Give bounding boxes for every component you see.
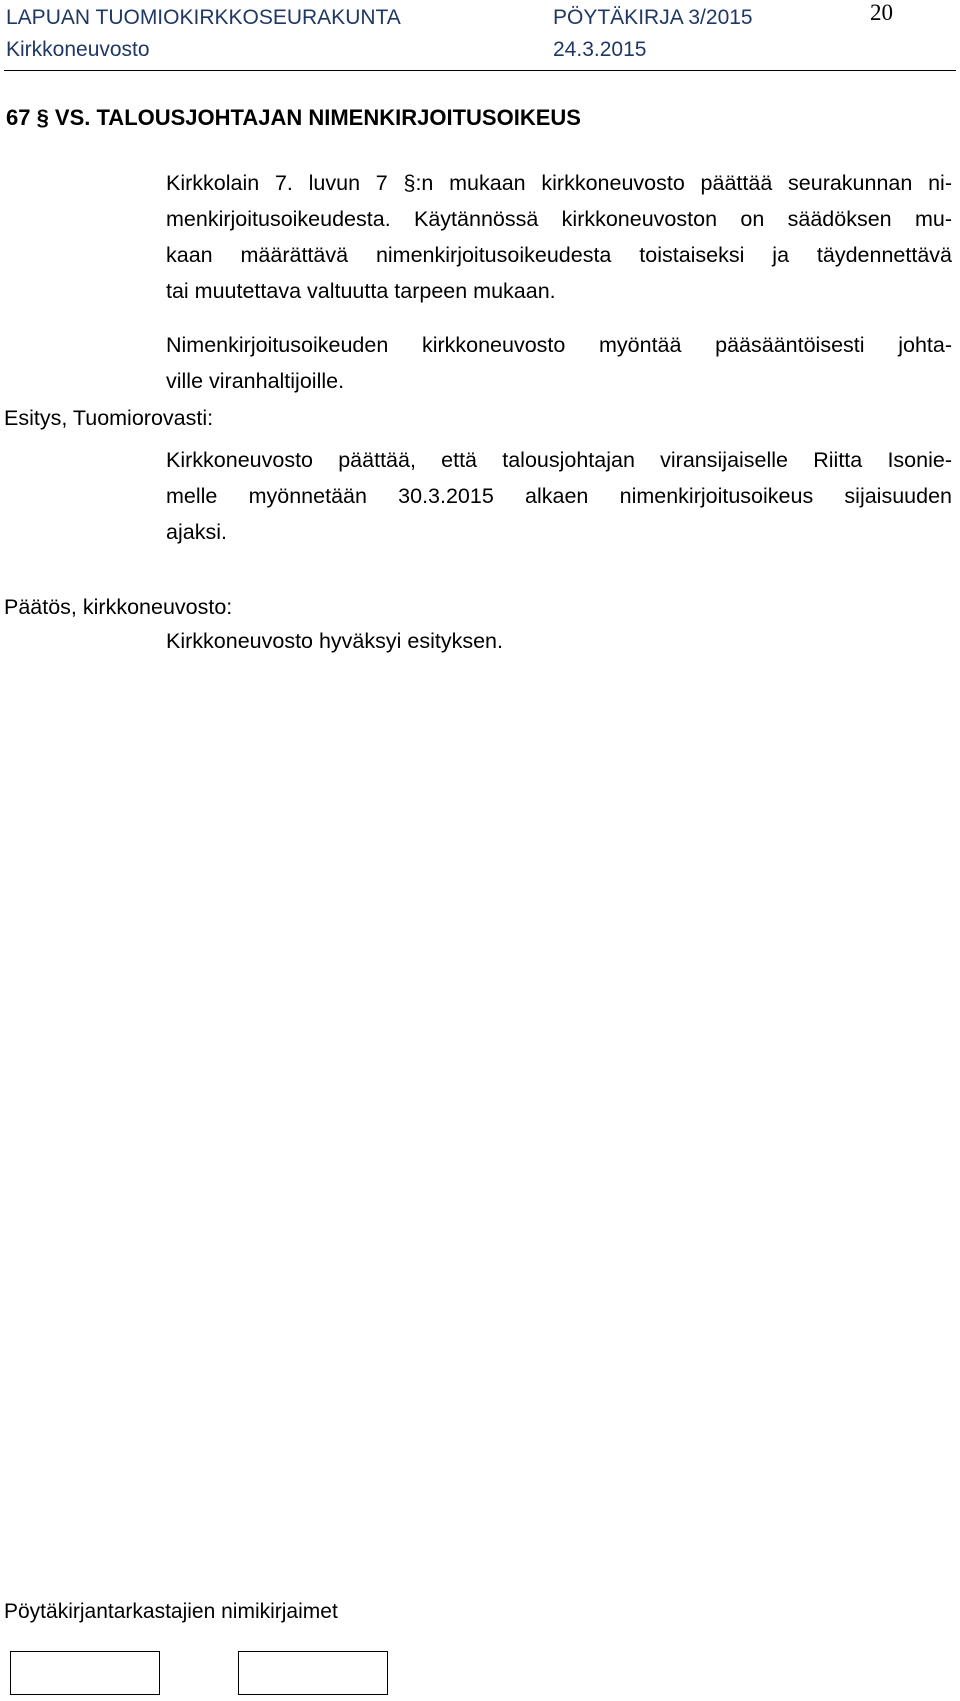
proposal-line: ajaksi. <box>166 520 227 544</box>
document-title: PÖYTÄKIRJA 3/2015 <box>553 6 753 29</box>
proposal-label: Esitys, Tuomiorovasti: <box>4 406 214 430</box>
paragraph-line: tai muutettava valtuutta tarpeen mukaan. <box>166 279 556 303</box>
header-divider <box>4 70 956 71</box>
decision-text <box>166 623 952 659</box>
section-heading: 67 § VS. TALOUSJOHTAJAN NIMENKIRJOITUSOIKEUS <box>6 105 581 130</box>
decision-label: Päätös, kirkkoneuvosto: <box>4 595 233 619</box>
proposal-line: melle myönnetään 30.3.2015 alkaen nimenkirjoitusoikeus sijaisuuden <box>166 484 952 508</box>
paragraph-line: Nimenkirjoitusoikeuden kirkkoneuvosto myöntää pääsääntöisesti johta- <box>166 333 952 357</box>
paragraph-line: kaan määrättävä nimenkirjoitusoikeudesta toistaiseksi ja täydennettävä <box>166 243 952 267</box>
initials-label: Pöytäkirjantarkastajien nimikirjaimet <box>4 1600 338 1623</box>
paragraph-line: menkirjoitusoikeudesta. Käytännössä kirkkoneuvoston on säädöksen mu- <box>166 207 952 231</box>
paragraph-practice <box>166 327 952 399</box>
paragraph-line: ville viranhaltijoille. <box>166 369 345 393</box>
meeting-date: 24.3.2015 <box>553 38 647 61</box>
proposal-text <box>166 442 952 550</box>
organization-name: LAPUAN TUOMIOKIRKKOSEURAKUNTA <box>6 6 401 29</box>
paragraph-line: Kirkkolain 7. luvun 7 §:n mukaan kirkkoneuvosto päättää seurakunnan ni- <box>166 171 952 195</box>
proposal-line: Kirkkoneuvosto päättää, että talousjohtajan viransijaiselle Riitta Isonie- <box>166 448 952 472</box>
initials-box-1[interactable] <box>10 1651 160 1695</box>
initials-box-2[interactable] <box>238 1651 388 1695</box>
paragraph-legal-basis <box>166 165 952 309</box>
page-number: 20 <box>870 0 893 25</box>
meeting-body: Kirkkoneuvosto <box>6 38 150 61</box>
decision-line: Kirkkoneuvosto hyväksyi esityksen. <box>166 629 503 653</box>
